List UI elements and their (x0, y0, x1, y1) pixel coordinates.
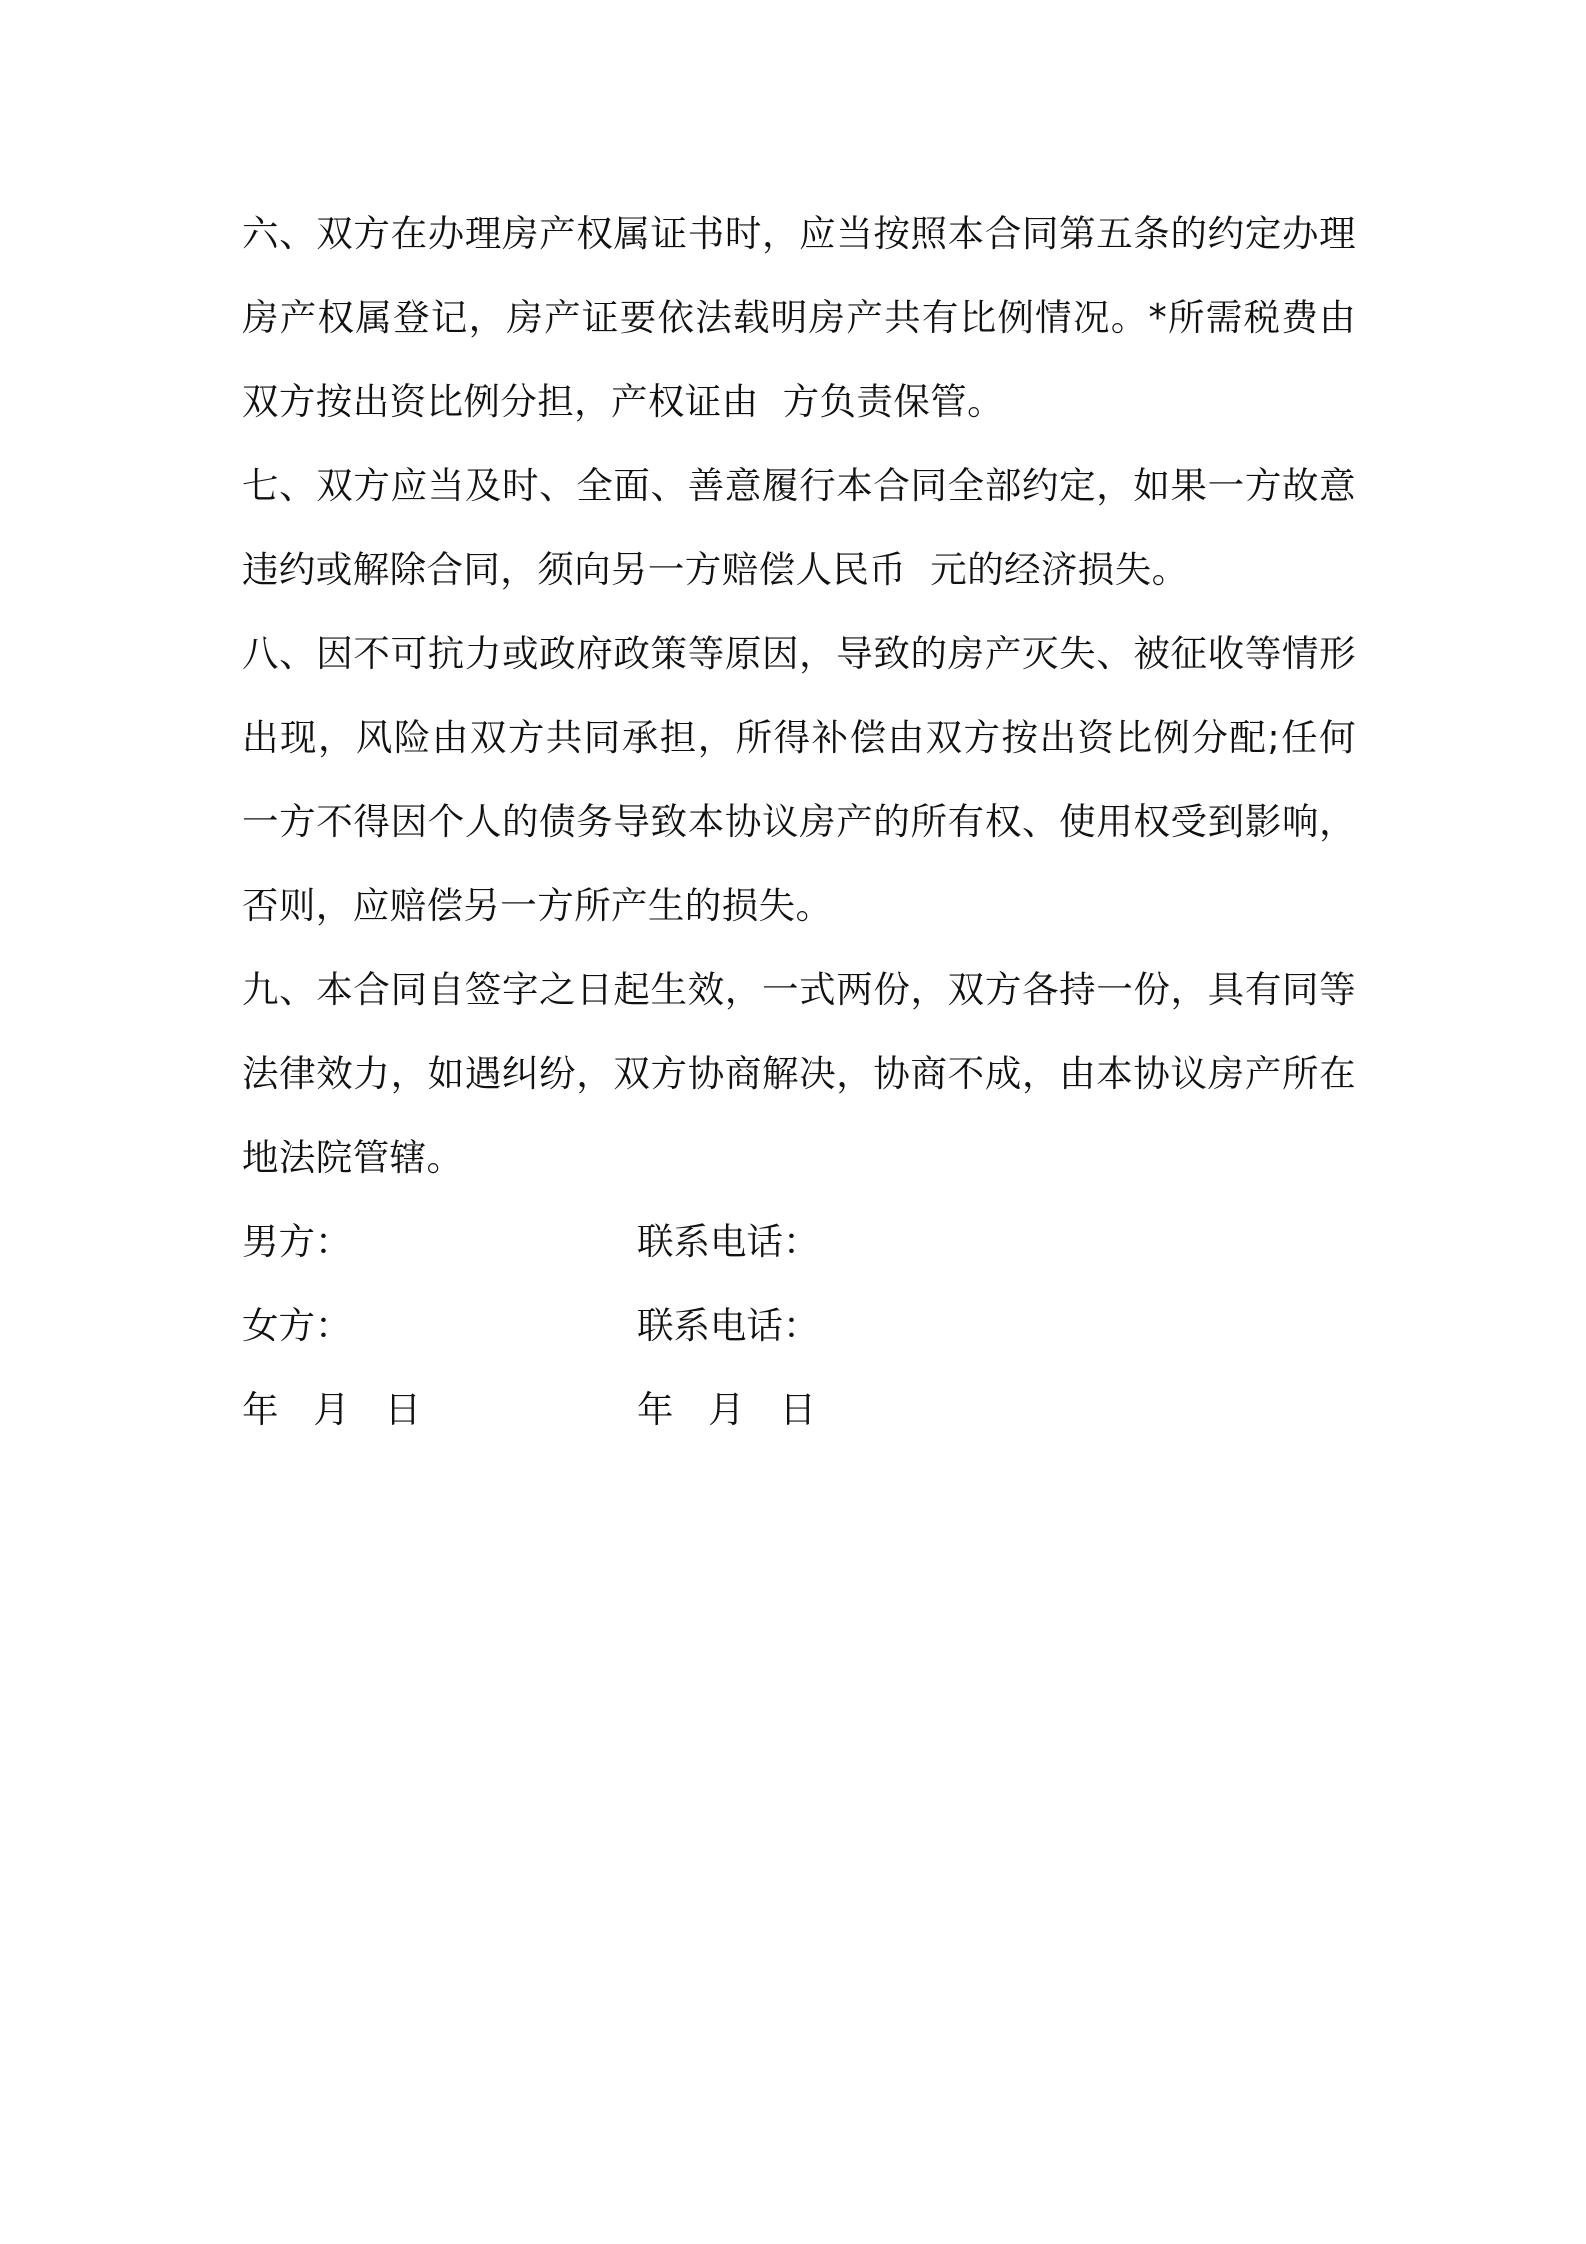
female-phone-label: 联系电话： (637, 1304, 820, 1347)
clause-7: 七、双方应当及时、全面、善意履行本合同全部约定，如果一方故意违约或解除合同，须向另一方赔偿人民币 元的经济损失。 (242, 464, 1356, 591)
female-label: 女方： (242, 1304, 352, 1347)
male-phone-label: 联系电话： (637, 1220, 820, 1263)
male-label: 男方： (242, 1220, 352, 1263)
clause-8: 八、因不可抗力或政府政策等原因，导致的房产灭失、被征收等情形出现，风险由双方共同承担，所得补偿由双方按出资比例分配;任何一方不得因个人的债务导致本协议房产的所有权、使用权受到影响，否则，应赔偿另一方所产生的损失。 (242, 632, 1356, 927)
male-signature-row (242, 1200, 1356, 1284)
clause-6: 六、双方在办理房产权属证书时，应当按照本合同第五条的约定办理房产权属登记，房产证要依法载明房产共有比例情况。*所需税费由双方按出资比例分担，产权证由 方负责保管。 (242, 212, 1356, 423)
date-left: 年 月 日 (242, 1388, 422, 1431)
date-row (242, 1368, 1356, 1452)
contract-body (242, 192, 1356, 1452)
clause-9: 九、本合同自签字之日起生效，一式两份，双方各持一份，具有同等法律效力，如遇纠纷，双方协商解决，协商不成，由本协议房产所在地法院管辖。 (242, 968, 1356, 1179)
female-signature-row (242, 1284, 1356, 1368)
date-right: 年 月 日 (637, 1388, 817, 1431)
